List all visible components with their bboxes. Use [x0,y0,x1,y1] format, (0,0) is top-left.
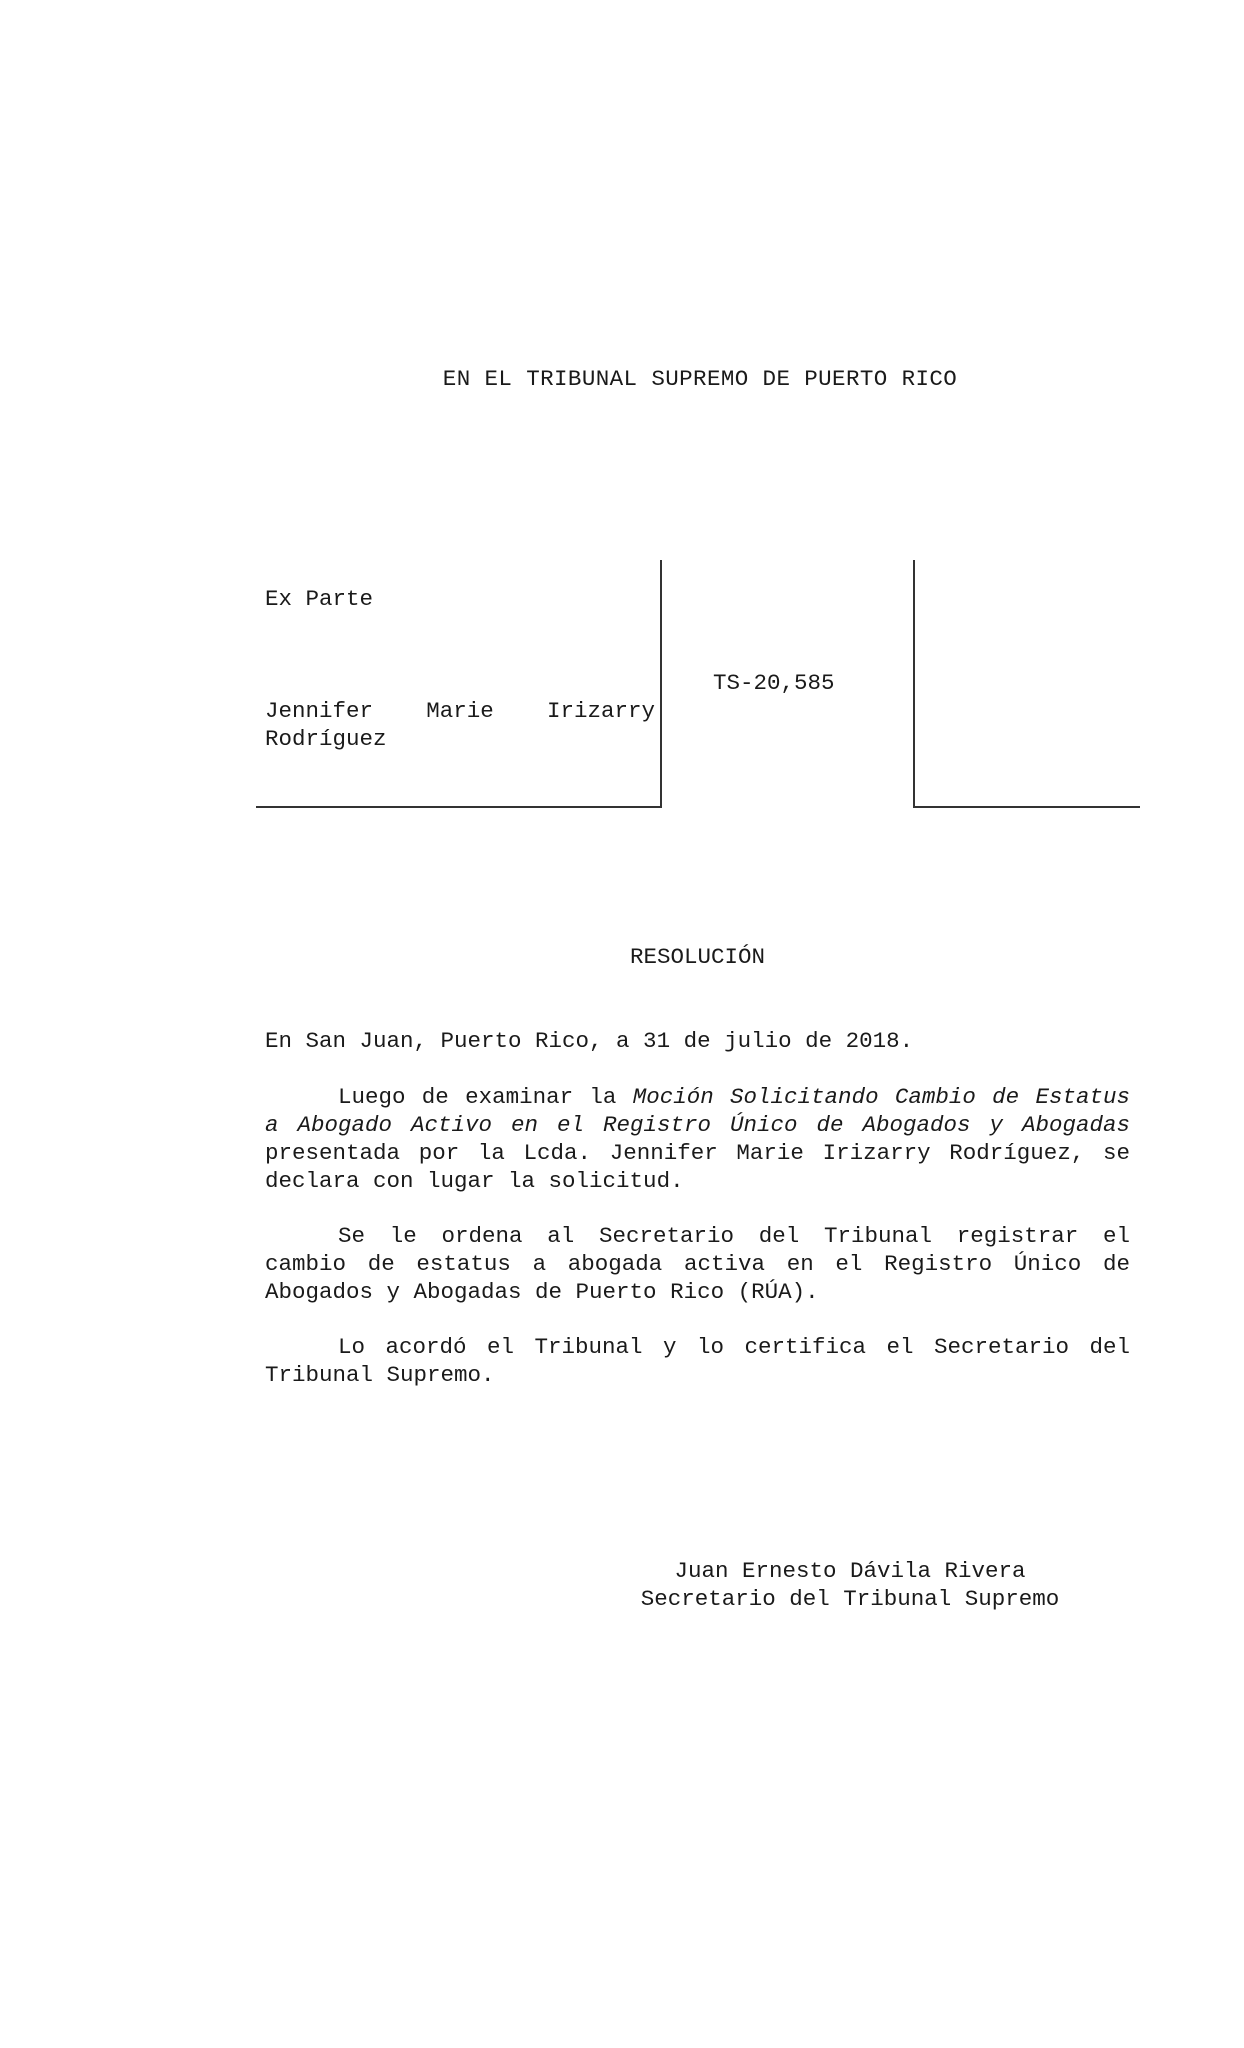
motion-title: Moción Solicitando Cambio de Estatus a Abogado Activo en el Registro Único de Abogados y Abogadas [265,1084,1130,1138]
court-header: EN EL TRIBUNAL SUPREMO DE PUERTO RICO [442,366,958,392]
signature-name: Juan Ernesto Dávila Rivera [674,1558,1026,1584]
case-number: TS-20,585 [713,670,835,696]
paragraph-2-text: Se le ordena al Secretario del Tribunal registrar el cambio de estatus a abogada activa en el Registro Único de Abogados y Abogadas de Puerto Rico (RÚA). [265,1223,1130,1305]
date-line: En San Juan, Puerto Rico, a 31 de julio de 2018. [265,1028,914,1054]
resolution-title: RESOLUCIÓN [629,944,766,970]
paragraph-2 [265,1222,1130,1306]
ex-parte-label: Ex Parte [265,586,374,612]
paragraph-1-intro: Luego de examinar la [338,1084,633,1110]
caption-underline-left [256,806,662,808]
caption-divider-right [913,560,915,808]
caption-divider-left [660,560,662,808]
party-name-line2: Rodríguez [265,726,387,752]
party-name-line1: Jennifer Marie Irizarry [265,698,655,724]
paragraph-1 [265,1083,1130,1195]
paragraph-3 [265,1333,1130,1389]
signature-title: Secretario del Tribunal Supremo [640,1586,1060,1612]
caption-underline-right [913,806,1140,808]
paragraph-3-text: Lo acordó el Tribunal y lo certifica el Secretario del Tribunal Supremo. [265,1334,1130,1388]
paragraph-1-rest: presentada por la Lcda. Jennifer Marie Irizarry Rodríguez, se declara con lugar la solicitud. [265,1140,1130,1194]
